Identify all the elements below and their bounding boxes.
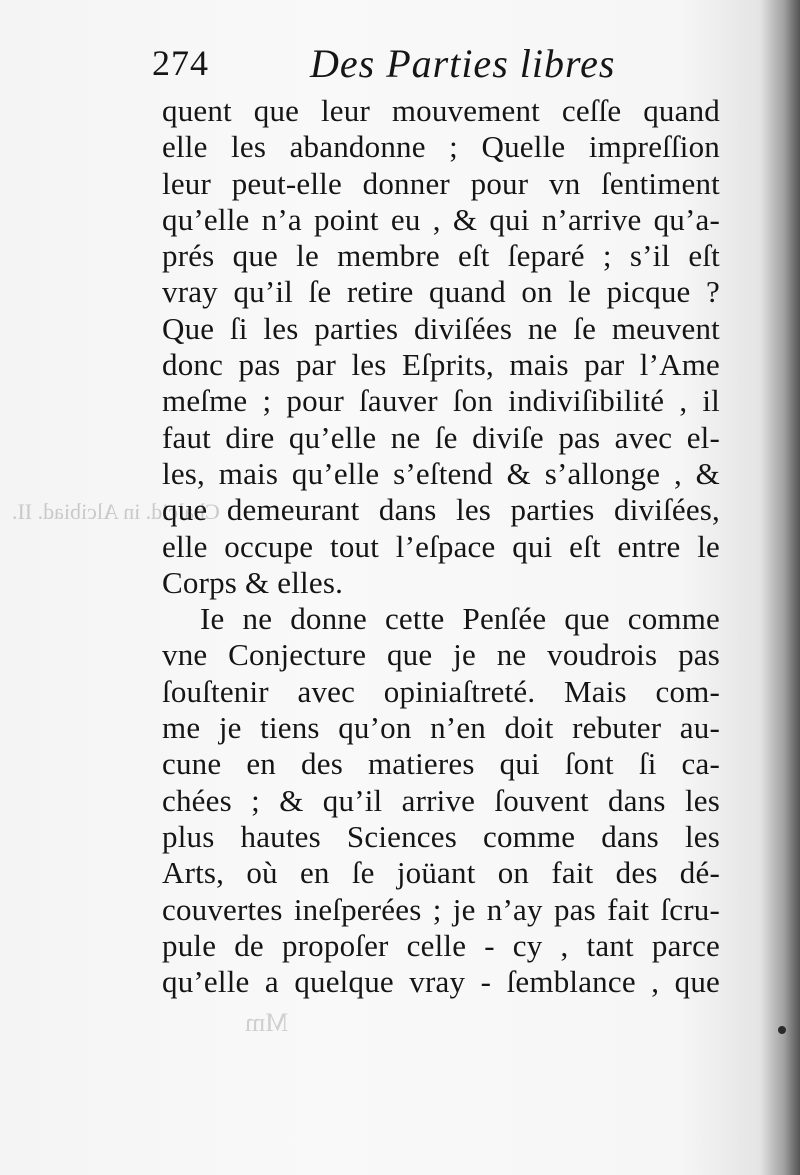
running-title: Des Parties libres xyxy=(310,41,616,86)
text-line: qu’elle n’a point eu , & qui n’arrive qu’a- xyxy=(162,201,720,237)
text-line: prés que le membre eſt ſeparé ; s’il eſt xyxy=(162,238,720,274)
ink-speck xyxy=(778,1026,786,1034)
text-line: ſouſtenir avec opiniaſtreté. Mais com- xyxy=(162,673,720,709)
text-line: couvertes ineſperées ; je n’ay pas fait ſcru- xyxy=(162,891,720,927)
text-line: cune en des matieres qui ſont ſi ca- xyxy=(162,746,720,782)
text-line: vne Conjecture que je ne voudrois pas xyxy=(162,637,720,673)
text-line: Que ſi les parties diviſées ne ſe meuvent xyxy=(162,310,720,346)
text-line: chées ; & qu’il arrive ſouvent dans les xyxy=(162,782,720,818)
text-line: vray qu’il ſe retire quand on le picque ? xyxy=(162,274,720,310)
running-head xyxy=(152,40,712,90)
text-line: elle occupe tout l’eſpace qui eſt entre le xyxy=(162,528,720,564)
paragraph-first-line: Ie ne donne cette Penſée que comme xyxy=(200,601,720,637)
text-line: donc pas par les Eſprits, mais par l’Ame xyxy=(162,347,720,383)
text-line: Arts, où en ſe joüant on fait des dé- xyxy=(162,855,720,891)
bleed-through-margin-note: Chalcid. in Alcibiad. II. xyxy=(12,499,220,524)
text-line: meſme ; pour ſauver ſon indiviſibilité , il xyxy=(162,383,720,419)
gutter-shadow xyxy=(760,0,800,1175)
text-line: qu’elle a quelque vray - ſemblance , que xyxy=(162,964,720,1000)
body-text xyxy=(162,93,720,1000)
paragraph-end-line: Corps & elles. xyxy=(162,564,344,600)
text-line: plus hautes Sciences comme dans les xyxy=(162,818,720,854)
bleed-through-signature: Mm xyxy=(245,1008,289,1037)
text-line: elle les abandonne ; Quelle impreſſion xyxy=(162,129,720,165)
text-line: les, mais qu’elle s’eſtend & s’allonge , & xyxy=(162,455,720,491)
text-line: quent que leur mouvement ceſſe quand xyxy=(162,93,720,128)
page-number: 274 xyxy=(152,43,209,83)
text-line: faut dire qu’elle ne ſe diviſe pas avec el- xyxy=(162,419,720,455)
text-line: que demeurant dans les parties diviſées, xyxy=(162,492,720,528)
text-line: leur peut-elle donner pour vn ſentiment xyxy=(162,165,720,201)
text-line: pule de propoſer celle - cy , tant parce xyxy=(162,927,720,963)
text-line: me je tiens qu’on n’en doit rebuter au- xyxy=(162,710,720,746)
